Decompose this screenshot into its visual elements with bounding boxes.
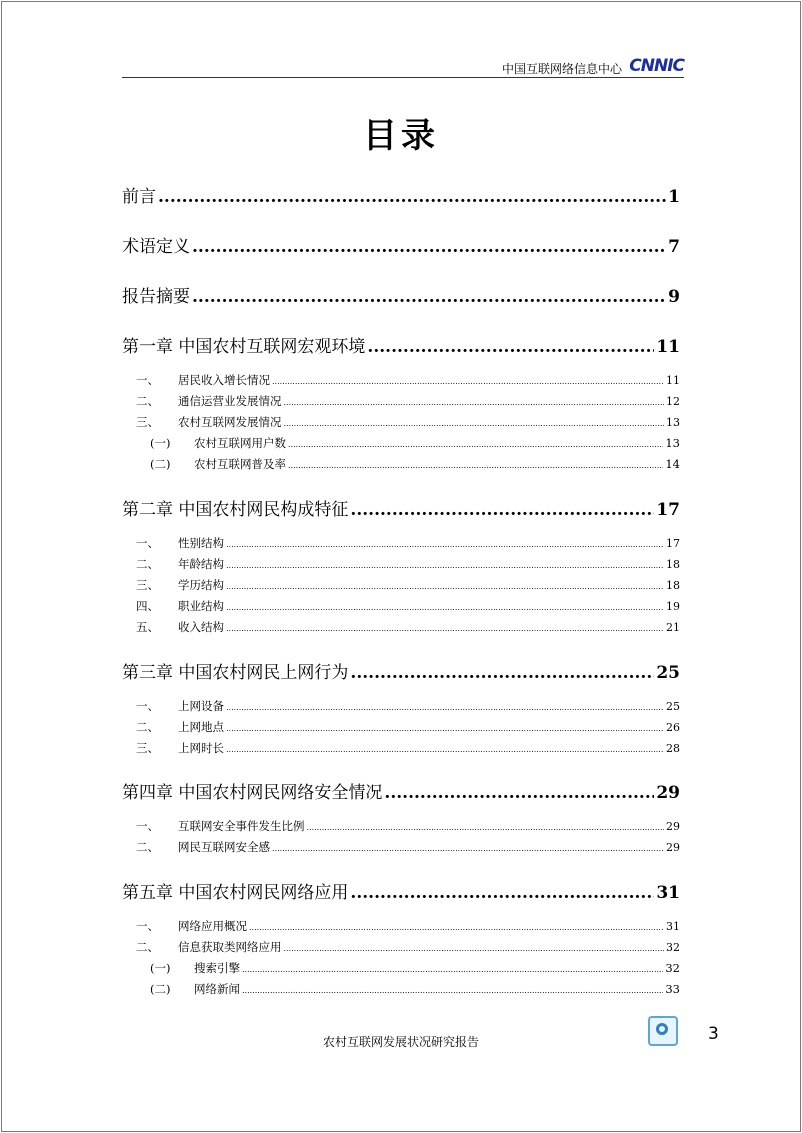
toc-entry-text: 性别结构 [178, 536, 224, 550]
toc-entry-text: 年龄结构 [178, 557, 224, 571]
toc-entry-text: 农村互联网普及率 [194, 457, 286, 471]
toc-dot-leader [192, 287, 666, 307]
toc-entry-number: 一、 [136, 373, 159, 387]
toc-entry-text: 术语定义 [122, 237, 190, 257]
toc-entry-text: 信息获取类网络应用 [178, 940, 282, 954]
toc-entry-text: 互联网安全事件发生比例 [178, 819, 305, 833]
toc-entry-label [122, 495, 348, 520]
toc-entry-text: 农村互联网发展情况 [178, 415, 282, 429]
toc-dot-leader [384, 783, 654, 803]
toc-entry-label [122, 577, 224, 593]
toc-entry[interactable] [122, 393, 680, 409]
toc-entry[interactable] [122, 960, 680, 976]
toc-entry-number: 五、 [136, 620, 159, 634]
toc-entry-label [122, 619, 224, 635]
toc-entry-number: 二、 [136, 840, 159, 854]
toc-dot-leader [307, 823, 665, 832]
toc-entry[interactable] [122, 372, 680, 388]
toc-entry-text: 搜索引擎 [194, 961, 240, 975]
toc-entry-page: 17 [656, 500, 680, 520]
toc-dot-leader [242, 965, 663, 974]
toc-entry-label [122, 232, 190, 257]
toc-entry[interactable] [122, 535, 680, 551]
toc-dot-leader [242, 986, 663, 995]
toc-dot-leader [350, 663, 654, 683]
toc-entry-label [122, 981, 240, 997]
toc-entry[interactable] [122, 556, 680, 572]
toc-entry-number: 二、 [136, 940, 159, 954]
footer-report-title: 农村互联网发展状况研究报告 [322, 1035, 479, 1049]
toc-entry-page: 25 [656, 663, 680, 683]
toc-entry-label [122, 282, 190, 307]
toc-entry-page: 28 [666, 742, 680, 755]
header-org-name: 中国互联网络信息中心 [501, 62, 622, 76]
toc-entry-page: 7 [668, 237, 680, 257]
toc-dot-leader [226, 561, 664, 570]
toc-entry-page: 13 [666, 416, 680, 429]
toc-entry-label [122, 778, 382, 803]
toc-entry[interactable] [122, 495, 680, 520]
toc-entry-text: 农村互联网用户数 [194, 436, 286, 450]
toc-entry-page: 19 [666, 600, 680, 613]
toc-entry-label [122, 878, 348, 903]
toc-entry-text: 第二章 中国农村网民构成特征 [122, 500, 349, 520]
toc-entry[interactable] [122, 839, 680, 855]
page-number: 3 [708, 1024, 719, 1044]
toc-entry[interactable] [122, 435, 680, 451]
toc-entry-label [122, 698, 224, 714]
toc-entry-label [122, 556, 224, 572]
toc-entry-number: (二) [150, 982, 171, 996]
toc-entry-text: 居民收入增长情况 [178, 373, 270, 387]
page-header [122, 56, 684, 78]
toc-entry-label [122, 918, 247, 934]
toc-entry-label [122, 535, 224, 551]
toc-entry[interactable] [122, 332, 680, 357]
toc-entry-label [122, 939, 282, 955]
toc-entry-number: 一、 [136, 819, 159, 833]
toc-entry-label [122, 658, 348, 683]
toc-entry-page: 31 [666, 920, 680, 933]
toc-entry-label [122, 414, 282, 430]
toc-entry-page: 31 [656, 883, 680, 903]
toc-entry[interactable] [122, 698, 680, 714]
toc-dot-leader [272, 377, 664, 386]
toc-entry-text: 职业结构 [178, 599, 224, 613]
toc-entry-label [122, 435, 286, 451]
toc-entry-page: 32 [665, 961, 680, 975]
toc-dot-leader [249, 923, 664, 932]
toc-entry-number: 一、 [136, 536, 159, 550]
toc-entry-text: 报告摘要 [122, 287, 190, 307]
toc-dot-leader [284, 419, 665, 428]
toc-entry-number: 二、 [136, 394, 159, 408]
cnnic-logo: CNNIC [629, 56, 684, 76]
toc-entry-number: 一、 [136, 699, 159, 713]
toc-dot-leader [226, 724, 664, 733]
toc-entry[interactable] [122, 878, 680, 903]
toc-entry-number: 二、 [136, 720, 159, 734]
toc-entry-text: 前言 [122, 187, 156, 207]
toc-entry-number: 一、 [136, 919, 159, 933]
magnifier-logo-icon [648, 1016, 678, 1046]
toc-entry-label [122, 598, 224, 614]
toc-entry-page: 1 [668, 187, 680, 207]
toc-entry-page: 33 [665, 982, 680, 996]
toc-entry[interactable] [122, 719, 680, 735]
toc-entry[interactable] [122, 818, 680, 834]
toc-dot-leader [288, 461, 663, 470]
toc-dot-leader [226, 582, 664, 591]
toc-dot-leader [226, 703, 664, 712]
toc-entry-text: 网民互联网安全感 [178, 840, 270, 854]
toc-dot-leader [192, 237, 666, 257]
page-title: 目录 [363, 116, 439, 156]
toc-entry-page: 18 [666, 558, 680, 571]
toc-entry-text: 上网时长 [178, 741, 224, 755]
toc-dot-leader [226, 624, 664, 633]
toc-entry-label [122, 332, 365, 357]
toc-entry[interactable] [122, 182, 680, 207]
toc-entry-number: 四、 [136, 599, 159, 613]
toc-entry-page: 29 [666, 820, 680, 833]
toc-entry-number: 二、 [136, 557, 159, 571]
toc-entry-label [122, 719, 224, 735]
toc-dot-leader [272, 844, 664, 853]
toc-entry-text: 上网地点 [178, 720, 224, 734]
toc-entry-page: 11 [656, 337, 680, 357]
toc-dot-leader [226, 603, 664, 612]
toc-entry-text: 第五章 中国农村网民网络应用 [122, 883, 349, 903]
toc-entry-number: 三、 [136, 578, 159, 592]
toc-entry-text: 网络新闻 [194, 982, 240, 996]
toc-entry-label [122, 372, 270, 388]
toc-entry[interactable] [122, 456, 680, 472]
toc-entry-text: 上网设备 [178, 699, 224, 713]
toc-entry-text: 网络应用概况 [178, 919, 247, 933]
toc-entry-page: 9 [668, 287, 680, 307]
toc-entry-label [122, 182, 156, 207]
toc-entry-page: 25 [666, 700, 680, 713]
toc-entry[interactable] [122, 414, 680, 430]
toc-entry[interactable] [122, 598, 680, 614]
toc-dot-leader [350, 500, 654, 520]
toc-entry-text: 学历结构 [178, 578, 224, 592]
toc-entry-page: 32 [666, 941, 680, 954]
toc-entry-text: 收入结构 [178, 620, 224, 634]
toc-entry-page: 17 [666, 537, 680, 550]
toc-entry[interactable] [122, 232, 680, 257]
toc-entry-label [122, 960, 240, 976]
toc-entry-page: 12 [666, 395, 680, 408]
toc-entry[interactable] [122, 658, 680, 683]
toc-entry[interactable] [122, 939, 680, 955]
toc-dot-leader [226, 745, 664, 754]
toc-entry-page: 13 [665, 436, 680, 450]
toc-entry-text: 通信运营业发展情况 [178, 394, 282, 408]
toc-entry-number: (一) [150, 436, 171, 450]
toc-entry[interactable] [122, 918, 680, 934]
toc-entry[interactable] [122, 282, 680, 307]
toc-entry-number: (二) [150, 457, 171, 471]
toc-entry-text: 第一章 中国农村互联网宏观环境 [122, 337, 366, 357]
toc-entry[interactable] [122, 740, 680, 756]
toc-dot-leader [158, 187, 666, 207]
toc-entry[interactable] [122, 981, 680, 997]
toc-dot-leader [367, 337, 654, 357]
toc-entry-label [122, 393, 282, 409]
toc-entry-page: 29 [656, 783, 680, 803]
toc-entry[interactable] [122, 577, 680, 593]
toc-dot-leader [350, 883, 654, 903]
toc-dot-leader [226, 540, 664, 549]
toc-entry-number: (一) [150, 961, 171, 975]
toc-entry-page: 11 [666, 374, 680, 387]
toc-entry-text: 第四章 中国农村网民网络安全情况 [122, 783, 383, 803]
toc-dot-leader [284, 944, 665, 953]
toc-entry-page: 14 [665, 457, 680, 471]
toc-entry-page: 29 [666, 841, 680, 854]
toc-entry-label [122, 456, 286, 472]
toc-entry-text: 第三章 中国农村网民上网行为 [122, 663, 349, 683]
toc-entry-number: 三、 [136, 415, 159, 429]
toc-entry[interactable] [122, 619, 680, 635]
toc-entry[interactable] [122, 778, 680, 803]
toc-entry-number: 三、 [136, 741, 159, 755]
toc-entry-page: 18 [666, 579, 680, 592]
toc-entry-page: 21 [666, 621, 680, 634]
toc-entry-label [122, 818, 305, 834]
toc-entry-label [122, 839, 270, 855]
toc-entry-label [122, 740, 224, 756]
toc-dot-leader [288, 440, 663, 449]
toc-entry-page: 26 [666, 721, 680, 734]
toc-dot-leader [284, 398, 665, 407]
